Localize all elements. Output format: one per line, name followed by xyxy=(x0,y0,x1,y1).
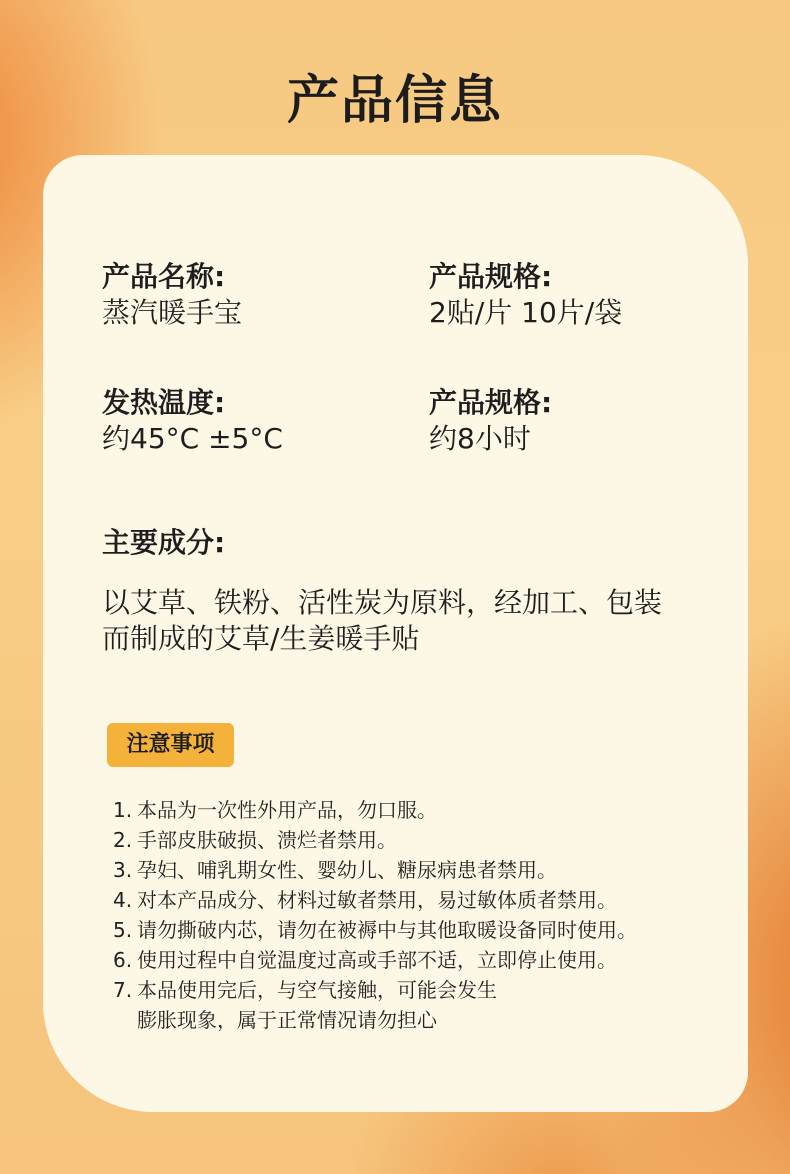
product-name-value: 蒸汽暖手宝 xyxy=(102,296,243,329)
notice-item xyxy=(113,825,637,855)
notice-item-number: 5. xyxy=(113,918,133,942)
notice-item xyxy=(113,975,637,1035)
temperature-label: 发热温度: xyxy=(102,386,226,419)
notice-item-text: 孕妇、哺乳期女性、婴幼儿、糖尿病患者禁用。 xyxy=(137,858,557,882)
notice-item xyxy=(113,885,637,915)
notice-item-number: 1. xyxy=(113,798,133,822)
product-name-label: 产品名称: xyxy=(102,260,226,293)
ingredients-line: 而制成的艾草/生姜暖手贴 xyxy=(102,622,420,655)
notice-badge: 注意事项 xyxy=(107,723,234,767)
notice-item xyxy=(113,945,637,975)
ingredients-label: 主要成分: xyxy=(102,526,226,559)
info-card xyxy=(43,155,748,1112)
product-spec-value: 2贴/片 10片/袋 xyxy=(429,296,623,329)
notice-item xyxy=(113,855,637,885)
notice-list xyxy=(113,795,637,1035)
ingredients-line: 以艾草、铁粉、活性炭为原料，经加工、包装 xyxy=(102,586,663,619)
notice-item-text: 请勿撕破内芯，请勿在被褥中与其他取暖设备同时使用。 xyxy=(137,918,637,942)
product-spec-label: 产品规格: xyxy=(429,260,553,293)
duration-label: 产品规格: xyxy=(429,386,553,419)
notice-item-text: 膨胀现象，属于正常情况请勿担心 xyxy=(137,1008,437,1032)
notice-item-number: 6. xyxy=(113,948,133,972)
notice-item-number: 2. xyxy=(113,828,133,852)
duration-value: 约8小时 xyxy=(429,422,531,455)
notice-item xyxy=(113,795,637,825)
notice-item xyxy=(113,915,637,945)
product-spec-field xyxy=(429,259,622,331)
product-name-field xyxy=(102,259,242,331)
notice-item-text: 本品使用完后，与空气接触，可能会发生 xyxy=(137,978,497,1002)
notice-item-number: 4. xyxy=(113,888,133,912)
duration-field xyxy=(429,385,552,457)
ingredients-section xyxy=(102,525,722,657)
temperature-field xyxy=(102,385,283,457)
notice-item-text: 手部皮肤破损、溃烂者禁用。 xyxy=(137,828,397,852)
notice-item-number: 3. xyxy=(113,858,133,882)
notice-item-text: 使用过程中自觉温度过高或手部不适，立即停止使用。 xyxy=(137,948,617,972)
notice-item-text: 对本产品成分、材料过敏者禁用，易过敏体质者禁用。 xyxy=(137,888,617,912)
page-title: 产品信息 xyxy=(286,71,503,131)
temperature-value: 约45°C ±5°C xyxy=(102,422,283,455)
ingredients-text xyxy=(102,585,722,657)
notice-item-number: 7. xyxy=(113,978,133,1002)
notice-item-text: 本品为一次性外用产品，勿口服。 xyxy=(137,798,437,822)
